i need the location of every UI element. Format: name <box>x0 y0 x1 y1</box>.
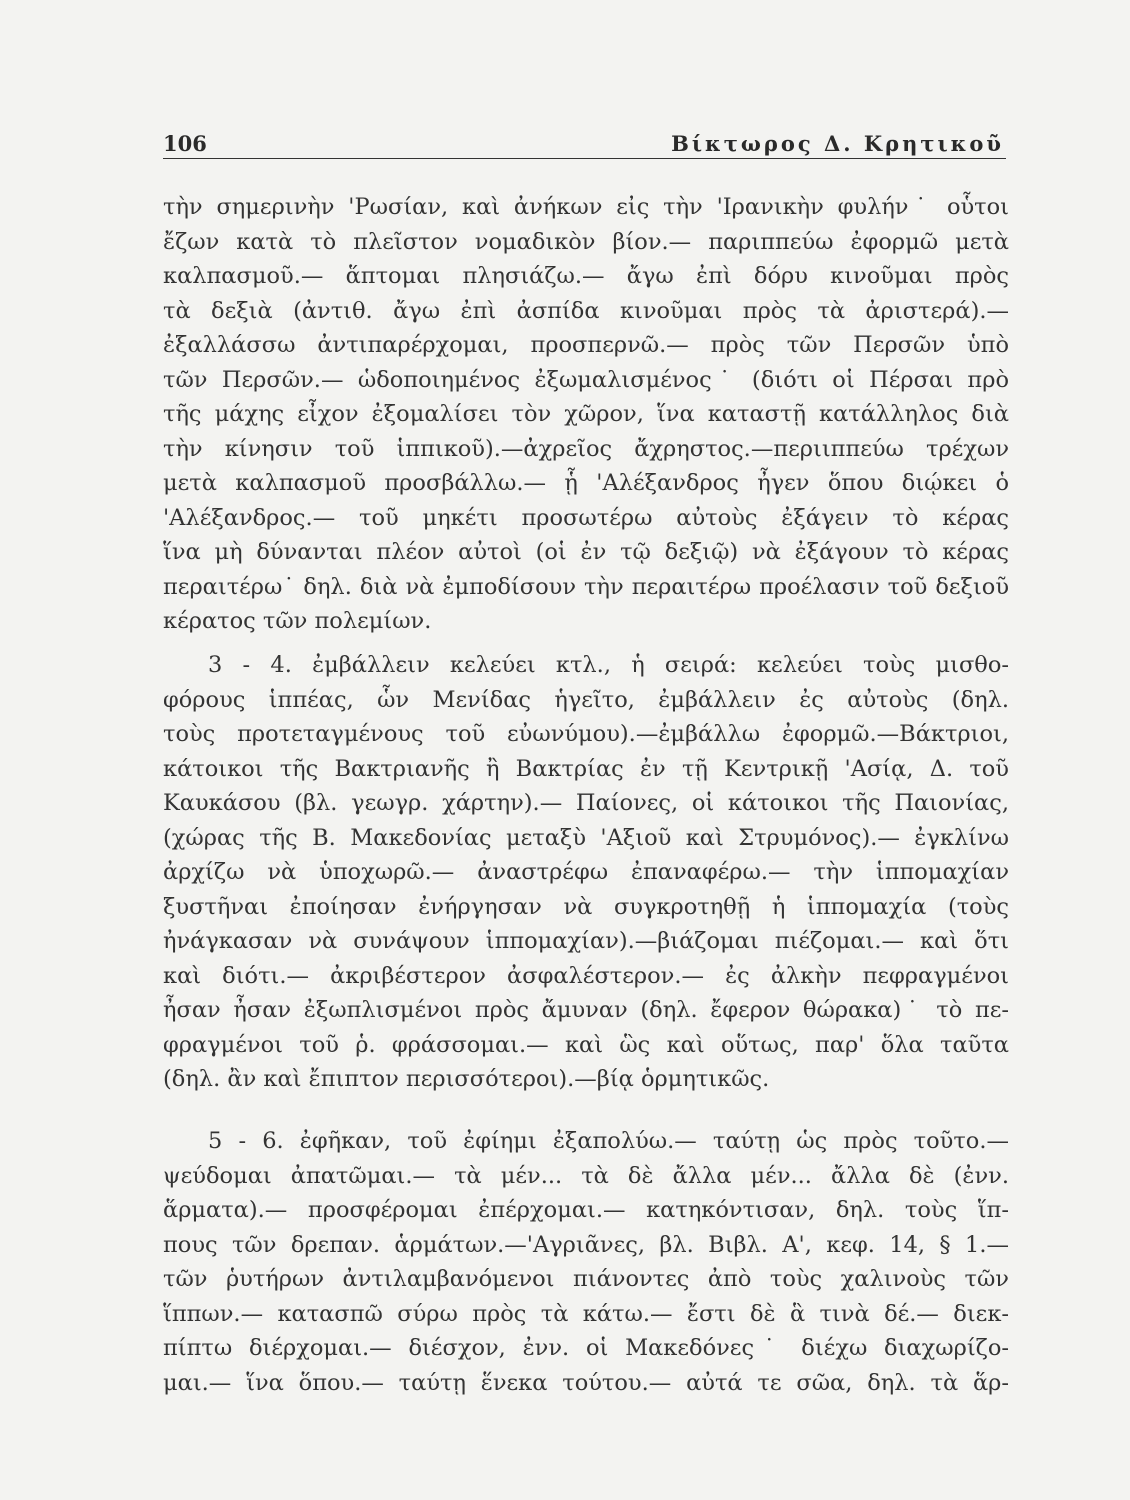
text-line: μετὰ καλπασμοῦ προσβάλλω.— ᾗ 'Αλέξανδρος ἦγεν ὅπου διῴκει ὁ <box>163 470 1009 496</box>
text-line: 5 - 6. ἐφῆκαν, τοῦ ἐφίημι ἐξαπολύω.— ταύτῃ ὡς πρὸς τοῦτο.— <box>208 1128 1009 1154</box>
text-line: περαιτέρω˙ δηλ. διὰ νὰ ἐμποδίσουν τὴν περαιτέρω προέλασιν τοῦ δεξιοῦ <box>163 573 1009 600</box>
text-line: (χώρας τῆς Β. Μακεδονίας μεταξὺ 'Αξιοῦ καὶ Στρυμόνος).— ἐγκλίνω <box>163 824 1009 851</box>
commentary-paragraph <box>163 648 1009 1097</box>
text-line: Καυκάσου (βλ. γεωγρ. χάρτην).— Παίονες, οἱ κάτοικοι τῆς Παιονίας, <box>163 790 1009 816</box>
text-line: 3 - 4. ἐμβάλλειν κελεύει κτλ., ἡ σειρά: κελεύει τοὺς μισθο- <box>208 652 1009 678</box>
text-line: ἵππων.— κατασπῶ σύρω πρὸς τὰ κάτω.— ἔστι δὲ ἃ τινὰ δέ.— διεκ- <box>163 1300 1009 1327</box>
page-number: 106 <box>163 131 207 156</box>
text-line: τοὺς προτεταγμένους τοῦ εὐωνύμου).—ἐμβάλλω ἐφορμῶ.—Βάκτριοι, <box>163 721 1009 747</box>
text-line: τὴν κίνησιν τοῦ ἱππικοῦ).—ἀχρεῖος ἄχρηστος.—περιιππεύω τρέχων <box>163 435 1009 462</box>
text-line: (δηλ. ἂν καὶ ἔπιπτον περισσότεροι).—βίᾳ ὁρμητικῶς. <box>163 1066 770 1092</box>
page-header <box>163 122 1006 159</box>
text-line: ἐξαλλάσσω ἀντιπαρέρχομαι, προσπερνῶ.— πρὸς τῶν Περσῶν ὑπὸ <box>163 332 1009 358</box>
text-line: ξυστῆναι ἐποίησαν ἐνήργησαν νὰ συγκροτηθῇ ἡ ἱππομαχία (τοὺς <box>163 893 1009 920</box>
text-line: κάτοικοι τῆς Βακτριανῆς ἢ Βακτρίας ἐν τῇ Κεντρικῇ 'Ασίᾳ, Δ. τοῦ <box>163 755 1009 782</box>
text-line: ἦσαν ἦσαν ἐξωπλισμένοι πρὸς ἄμυναν (δηλ. ἔφερον θώρακα)˙ τὸ πε- <box>163 997 1009 1023</box>
text-line: κέρατος τῶν πολεμίων. <box>163 608 432 634</box>
text-line: τῶν Περσῶν.— ὡδοποιημένος ἐξωμαλισμένος˙ (διότι οἱ Πέρσαι πρὸ <box>163 366 1009 393</box>
text-line: ἠνάγκασαν νὰ συνάψουν ἱππομαχίαν).—βιάζομαι πιέζομαι.— καὶ ὅτι <box>163 928 1009 954</box>
commentary-paragraph <box>163 1124 1009 1400</box>
text-line: μαι.— ἵνα ὅπου.— ταύτῃ ἕνεκα τούτου.— αὐτά τε σῶα, δηλ. τὰ ἅρ- <box>163 1369 1009 1396</box>
text-line: φόρους ἱππέας, ὧν Μενίδας ἡγεῖτο, ἐμβάλλειν ἐς αὐτοὺς (δηλ. <box>163 686 1009 713</box>
text-line: τὰ δεξιὰ (ἀντιθ. ἄγω ἐπὶ ἀσπίδα κινοῦμαι πρὸς τὰ ἀριστερά).— <box>163 297 1009 324</box>
text-line: καλπασμοῦ.— ἅπτομαι πλησιάζω.— ἄγω ἐπὶ δόρυ κινοῦμαι πρὸς <box>163 263 1009 289</box>
text-line: 'Αλέξανδρος.— τοῦ μηκέτι προσωτέρω αὐτοὺς ἐξάγειν τὸ κέρας <box>163 504 1009 531</box>
commentary-paragraph <box>163 190 1009 639</box>
text-line: ψεύδομαι ἀπατῶμαι.— τὰ μέν... τὰ δὲ ἄλλα μέν... ἄλλα δὲ (ἐνν. <box>163 1162 1009 1189</box>
text-line: τῆς μάχης εἶχον ἐξομαλίσει τὸν χῶρον, ἵνα καταστῇ κατάλληλος διὰ <box>163 401 1009 427</box>
text-line: ἀρχίζω νὰ ὑποχωρῶ.— ἀναστρέφω ἐπαναφέρω.— τὴν ἱππομαχίαν <box>163 859 1009 885</box>
text-line: ἔζων κατὰ τὸ πλεῖστον νομαδικὸν βίον.— παριππεύω ἐφορμῶ μετὰ <box>163 228 1009 255</box>
text-line: φραγμένοι τοῦ ῥ. φράσσομαι.— καὶ ὣς καὶ οὕτως, παρ' ὅλα ταῦτα <box>163 1031 1009 1058</box>
text-line: ἅρματα).— προσφέρομαι ἐπέρχομαι.— κατηκόντισαν, δηλ. τοὺς ἵπ- <box>163 1197 1009 1223</box>
text-line: τὴν σημερινὴν 'Ρωσίαν, καὶ ἀνήκων εἰς τὴν 'Ιρανικὴν φυλήν˙ οὗτοι <box>163 194 1009 220</box>
running-head: Βίκτωρος Δ. Κρητικοῦ <box>671 131 1004 156</box>
text-line: πους τῶν δρεπαν. ἁρμάτων.—'Αγριᾶνες, βλ. Βιβλ. Α', κεφ. 14, § 1.— <box>163 1231 1009 1258</box>
text-line: πίπτω διέρχομαι.— διέσχον, ἐνν. οἱ Μακεδόνες˙ διέχω διαχωρίζο- <box>163 1335 1009 1361</box>
text-line: καὶ διότι.— ἀκριβέστερον ἀσφαλέστερον.— ἐς ἀλκὴν πεφραγμένοι <box>163 962 1009 989</box>
text-line: τῶν ῥυτήρων ἀντιλαμβανόμενοι πιάνοντες ἀπὸ τοὺς χαλινοὺς τῶν <box>163 1266 1009 1292</box>
text-line: ἵνα μὴ δύνανται πλέον αὐτοὶ (οἱ ἐν τῷ δεξιῷ) νὰ ἐξάγουν τὸ κέρας <box>163 539 1009 565</box>
